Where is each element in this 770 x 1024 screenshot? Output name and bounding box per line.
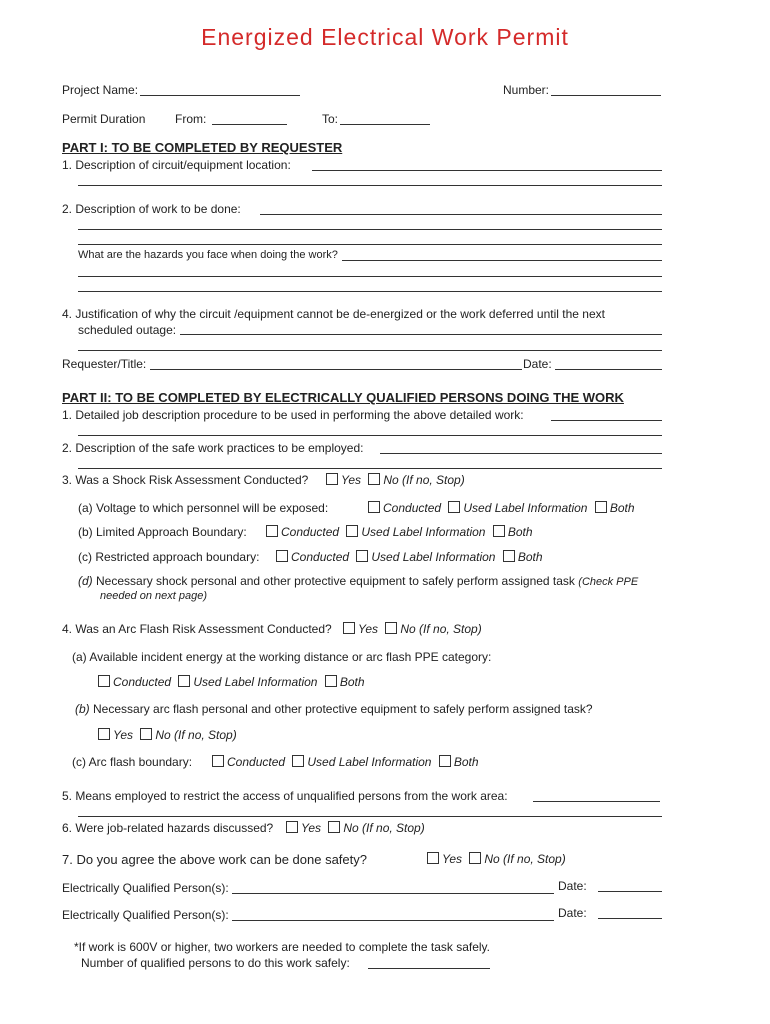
part2-q4b-options: Yes No (If no, Stop)	[98, 728, 241, 742]
footer-qualified-count-field[interactable]	[368, 968, 490, 969]
q4c-both-checkbox[interactable]	[439, 755, 451, 767]
part2-q7-label: 7. Do you agree the above work can be done safety?	[62, 852, 367, 867]
part1-q2-field[interactable]	[260, 214, 662, 215]
eqp1-date-field[interactable]	[598, 891, 662, 892]
part2-q1-field[interactable]	[551, 420, 662, 421]
q3b-used-label-checkbox[interactable]	[346, 525, 358, 537]
page-title: Energized Electrical Work Permit	[201, 24, 569, 50]
part1-q2-field-2[interactable]	[78, 229, 662, 230]
to-field[interactable]	[340, 124, 430, 125]
part2-q6-options: Yes No (If no, Stop)	[286, 821, 429, 835]
part2-q3-label: 3. Was a Shock Risk Assessment Conducted?	[62, 473, 309, 487]
q7-no-checkbox[interactable]	[469, 852, 481, 864]
project-name-label: Project Name:	[62, 83, 139, 97]
eqp2-label: Electrically Qualified Person(s):	[62, 908, 229, 922]
part1-q1-field[interactable]	[312, 170, 662, 171]
q4c-conducted-checkbox[interactable]	[212, 755, 224, 767]
eqp1-label: Electrically Qualified Person(s):	[62, 881, 229, 895]
part2-q5-field[interactable]	[533, 801, 660, 802]
eqp2-date-label: Date:	[558, 906, 587, 920]
q4a-used-label-checkbox[interactable]	[178, 675, 190, 687]
part1-q3-field-3[interactable]	[78, 291, 662, 292]
part2-q4-label: 4. Was an Arc Flash Risk Assessment Conducted?	[62, 622, 332, 636]
requester-date-label: Date:	[523, 357, 552, 371]
part1-q4-label-2: scheduled outage:	[78, 323, 177, 337]
part1-q2-label: 2. Description of work to be done:	[62, 202, 241, 216]
q4b-yes-checkbox[interactable]	[98, 728, 110, 740]
part2-q3c-options: Conducted Used Label Information Both	[276, 550, 547, 564]
footer-qualified-count-label: Number of qualified persons to do this work safely:	[81, 956, 350, 970]
eqp1-field[interactable]	[232, 893, 554, 894]
q3-yes-checkbox[interactable]	[326, 473, 338, 485]
q3c-both-checkbox[interactable]	[503, 550, 515, 562]
part2-q4b: (b) Necessary arc flash personal and other protective equipment to safely perform assigned task?	[75, 702, 593, 716]
part1-q1-field-2[interactable]	[78, 185, 662, 186]
part1-q2-field-3[interactable]	[78, 244, 662, 245]
q6-no-checkbox[interactable]	[328, 821, 340, 833]
part2-q3c-label: (c) Restricted approach boundary:	[78, 550, 260, 564]
q3a-conducted-checkbox[interactable]	[368, 501, 380, 513]
footer-note: *If work is 600V or higher, two workers are needed to complete the task safely.	[74, 940, 490, 954]
part1-heading: PART I: TO BE COMPLETED BY REQUESTER	[62, 140, 343, 155]
eqp1-date-label: Date:	[558, 879, 587, 893]
part2-q1-field-2[interactable]	[78, 435, 662, 436]
q4a-conducted-checkbox[interactable]	[98, 675, 110, 687]
requester-date-field[interactable]	[555, 369, 662, 370]
part2-q2-field[interactable]	[380, 453, 662, 454]
eqp2-date-field[interactable]	[598, 918, 662, 919]
part2-heading: PART II: TO BE COMPLETED BY ELECTRICALLY QUALIFIED PERSONS DOING THE WORK	[62, 390, 624, 405]
q4a-both-checkbox[interactable]	[325, 675, 337, 687]
part1-q3-label: What are the hazards you face when doing the work?	[78, 249, 338, 261]
part2-q7-options: Yes No (If no, Stop)	[427, 852, 570, 866]
q4-no-checkbox[interactable]	[385, 622, 397, 634]
part1-q3-field[interactable]	[342, 260, 662, 261]
part2-q4a-options: Conducted Used Label Information Both	[98, 675, 369, 689]
q3b-both-checkbox[interactable]	[493, 525, 505, 537]
part2-q4c-options: Conducted Used Label Information Both	[212, 755, 483, 769]
part2-q6-label: 6. Were job-related hazards discussed?	[62, 821, 274, 835]
part2-q3-options: Yes No (If no, Stop)	[326, 473, 469, 487]
part2-q3d: (d) Necessary shock personal and other protective equipment to safely perform assigned task (Check PPE	[78, 574, 639, 588]
part2-q1-label: 1. Detailed job description procedure to be used in performing the above detailed work:	[62, 408, 524, 422]
part1-q3-field-2[interactable]	[78, 276, 662, 277]
part2-q3d-note: needed on next page)	[100, 590, 208, 602]
requester-title-field[interactable]	[150, 369, 522, 370]
to-label: To:	[322, 112, 339, 126]
q6-yes-checkbox[interactable]	[286, 821, 298, 833]
part2-q4a-label: (a) Available incident energy at the working distance or arc flash PPE category:	[72, 650, 492, 664]
q7-yes-checkbox[interactable]	[427, 852, 439, 864]
part2-q3b-label: (b) Limited Approach Boundary:	[78, 525, 247, 539]
part2-q3b-options: Conducted Used Label Information Both	[266, 525, 537, 539]
part1-q4-field-2[interactable]	[78, 350, 662, 351]
q3b-conducted-checkbox[interactable]	[266, 525, 278, 537]
part2-q5-field-2[interactable]	[78, 816, 662, 817]
q4-yes-checkbox[interactable]	[343, 622, 355, 634]
number-label: Number:	[503, 83, 550, 97]
from-field[interactable]	[212, 124, 287, 125]
part2-q3a-options: Conducted Used Label Information Both	[368, 501, 639, 515]
project-name-field[interactable]	[140, 95, 300, 96]
q4b-no-checkbox[interactable]	[140, 728, 152, 740]
part1-q1-label: 1. Description of circuit/equipment location:	[62, 158, 291, 172]
number-field[interactable]	[551, 95, 661, 96]
q3-no-checkbox[interactable]	[368, 473, 380, 485]
part1-q4-field[interactable]	[180, 334, 662, 335]
from-label: From:	[175, 112, 207, 126]
part2-q4-options: Yes No (If no, Stop)	[343, 622, 486, 636]
part1-q4-label: 4. Justification of why the circuit /equipment cannot be de-energized or the work deferred until the next	[62, 307, 605, 321]
q3c-used-label-checkbox[interactable]	[356, 550, 368, 562]
requester-title-label: Requester/Title:	[62, 357, 147, 371]
part2-q2-label: 2. Description of the safe work practices to be employed:	[62, 441, 364, 455]
q3a-both-checkbox[interactable]	[595, 501, 607, 513]
part2-q4c-label: (c) Arc flash boundary:	[72, 755, 193, 769]
q4c-used-label-checkbox[interactable]	[292, 755, 304, 767]
part2-q5-label: 5. Means employed to restrict the access of unqualified persons from the work area:	[62, 789, 508, 803]
part2-q2-field-2[interactable]	[78, 468, 662, 469]
permit-duration-label: Permit Duration	[62, 112, 146, 126]
q3c-conducted-checkbox[interactable]	[276, 550, 288, 562]
part2-q3a-label: (a) Voltage to which personnel will be exposed:	[78, 501, 329, 515]
q3a-used-label-checkbox[interactable]	[448, 501, 460, 513]
eqp2-field[interactable]	[232, 920, 554, 921]
